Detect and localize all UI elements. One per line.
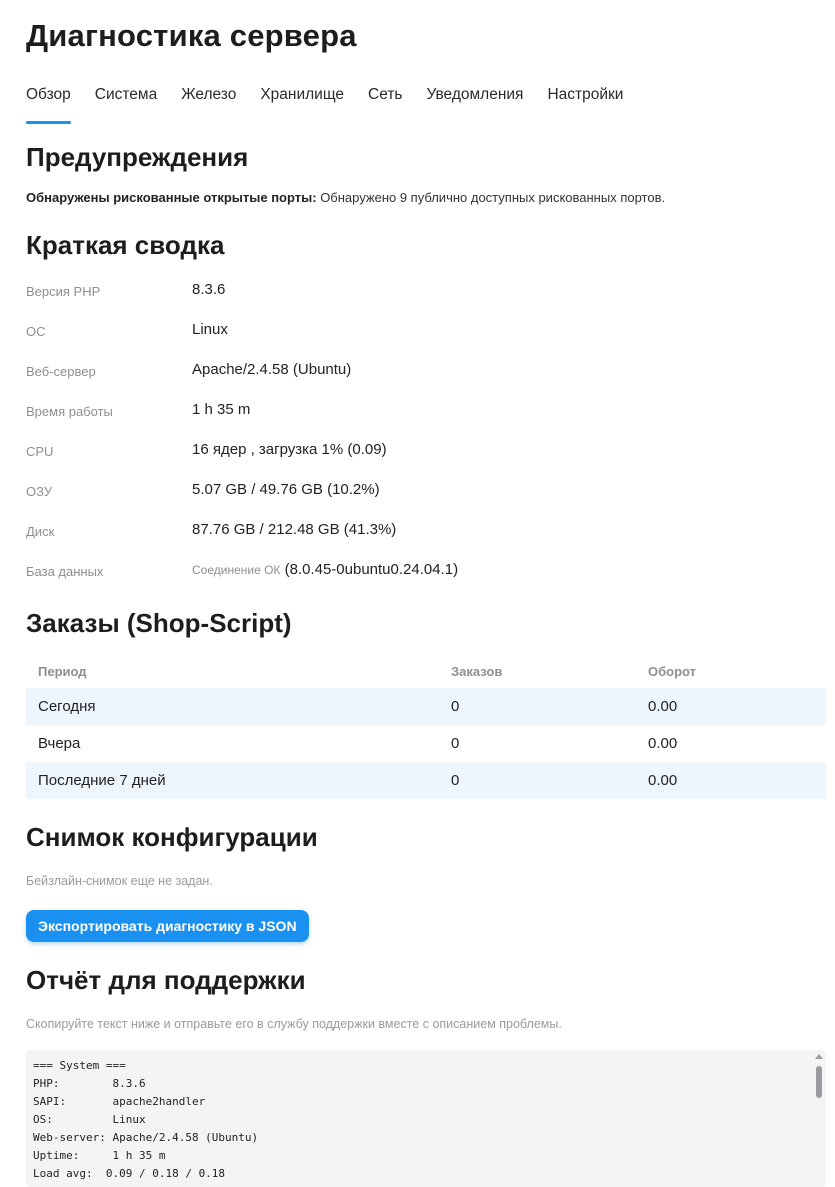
summary-label: Время работы [26,404,113,419]
summary-value: Apache/2.4.58 (Ubuntu) [192,361,352,378]
summary-label: Диск [26,524,55,539]
summary-label: ОС [26,324,46,339]
report-scrollbar[interactable] [814,1052,824,1185]
summary-row-ram [26,481,826,521]
tab-system[interactable]: Система [94,86,158,103]
warning-item [26,190,665,205]
support-heading: Отчёт для поддержки [26,965,306,995]
snapshot-note: Бейзлайн-снимок еще не задан. [26,874,213,888]
summary-value: 16 ядер , загрузка 1% (0.09) [192,441,387,458]
summary-value: 1 h 35 m [192,401,251,418]
summary-row-os [26,321,826,361]
summary-value: 5.07 GB / 49.76 GB (10.2%) [192,481,380,498]
summary-value: 87.76 GB / 212.48 GB (41.3%) [192,521,397,538]
summary-value: 8.3.6 [192,281,226,298]
snapshot-heading: Снимок конфигурации [26,822,318,852]
database-version: (8.0.45-0ubuntu0.24.04.1) [284,561,459,578]
table-row [26,762,826,799]
tab-overview[interactable]: Обзор [26,86,71,124]
summary-label: Версия PHP [26,284,101,299]
summary-row-uptime [26,401,826,441]
warning-text: Обнаружено 9 публично доступных рискованных портов. [316,190,666,205]
cell-period: Вчера [38,735,81,752]
table-row [26,725,826,762]
table-header-row [26,654,826,688]
summary-label: ОЗУ [26,484,53,499]
tab-notifications[interactable]: Уведомления [426,86,524,103]
cell-orders: 0 [451,698,460,715]
column-header-orders: Заказов [451,663,503,679]
support-note: Скопируйте текст ниже и отправьте его в службу поддержки вместе с описанием проблемы. [26,1017,562,1031]
summary-value [192,561,458,578]
summary-row-database [26,561,826,601]
summary-label: CPU [26,444,54,459]
tab-storage[interactable]: Хранилище [260,86,345,103]
cell-revenue: 0.00 [648,735,678,752]
orders-heading: Заказы (Shop-Script) [26,608,292,638]
summary-row-php [26,281,826,321]
summary-row-webserver [26,361,826,401]
scroll-thumb[interactable] [816,1066,822,1098]
summary-label: База данных [26,564,104,579]
summary-value: Linux [192,321,228,338]
warning-title: Обнаружены рискованные открытые порты: [26,190,317,205]
cell-revenue: 0.00 [648,698,678,715]
summary-label: Веб-сервер [26,364,96,379]
cell-orders: 0 [451,735,460,752]
cell-orders: 0 [451,772,460,789]
column-header-revenue: Оборот [648,663,697,679]
cell-revenue: 0.00 [648,772,678,789]
page-title: Диагностика сервера [26,18,357,53]
cell-period: Последние 7 дней [38,772,166,789]
support-report-textarea[interactable] [26,1050,826,1187]
summary-row-disk [26,521,826,561]
export-json-button[interactable]: Экспортировать диагностику в JSON [26,910,309,942]
support-report-text[interactable]: === System === PHP: 8.3.6 SAPI: apache2handler OS: Linux Web-server: Apache/2.4.58 (Ubuntu) Uptime: 1 h 35 m Load avg: 0.09 / 0.18 / 0.18 [33,1059,259,1180]
tab-bar [26,86,647,124]
cell-period: Сегодня [38,698,96,715]
tab-settings[interactable]: Настройки [547,86,624,103]
table-row [26,688,826,725]
tab-network[interactable]: Сеть [368,86,403,103]
column-header-period: Период [38,663,87,679]
database-status: Соединение ОК [192,563,281,577]
tab-hardware[interactable]: Железо [181,86,237,103]
summary-list [26,281,826,601]
orders-table [26,654,826,799]
scroll-up-arrow-icon[interactable] [815,1054,823,1059]
warnings-heading: Предупреждения [26,142,249,172]
summary-row-cpu [26,441,826,481]
summary-heading: Краткая сводка [26,230,225,260]
